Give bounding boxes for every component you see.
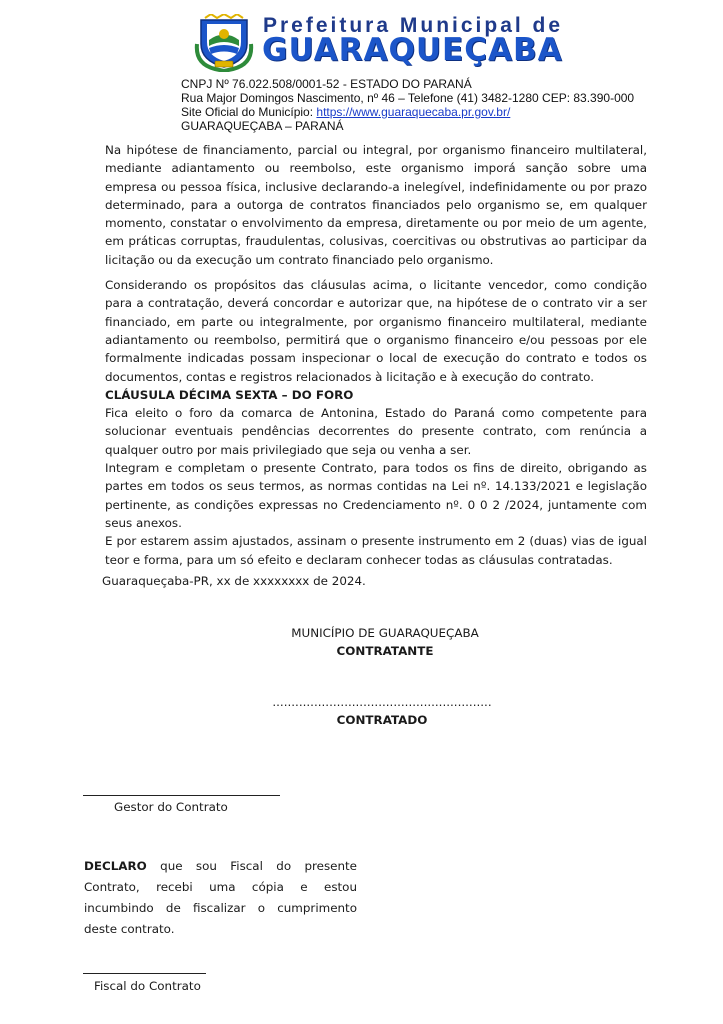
manager-label: Gestor do Contrato [114,800,228,814]
contratado-signature [272,693,492,729]
clause-title: CLÁUSULA DÉCIMA SEXTA – DO FORO [105,387,354,402]
contratado-signature-line: .......................................................... [272,695,492,709]
declaration-lead: DECLARO [84,859,147,873]
site-link[interactable]: https://www.guaraquecaba.pr.gov.br/ [316,105,511,119]
manager-signature-line [83,795,280,796]
city-name-title: GUARAQUEÇABA [262,32,563,68]
prefeitura-title: Prefeitura Municipal de [263,14,564,37]
cnpj-line: CNPJ Nº 76.022.508/0001-52 - ESTADO DO PARANÁ [181,77,472,91]
fiscal-declaration [84,856,357,940]
paragraph-financing: Na hipótese de financiamento, parcial ou integral, por organismo financeiro multilateral, mediante adiantamento ou reembolso, este organismo imporá sanção sobre uma empresa ou pessoa física, inclusive declarando-a inelegível, indefinidamente ou por prazo determinado, para a outorga de contratos financiados pelo organismo se, em qualquer momento, constatar o envolvimento da empresa, diretamente ou por meio de um agente, em práticas corruptas, fraudulentas, colusivas, coercitivas ou obstrutivas ao participar da licitação ou da execução um contrato financiado pelo organismo. [105,143,647,267]
place-and-date: Guaraqueçaba-PR, xx de xxxxxxxx de 2024. [102,574,366,588]
contratante-name: MUNICÍPIO DE GUARAQUEÇABA [291,626,479,640]
fiscal-signature-line [83,973,206,974]
city-crest-logo [193,14,255,72]
paragraph-forum: Fica eleito o foro da comarca de Antonina, Estado do Paraná como competente para solucionar eventuais pendências decorrentes do presente contrato, com renúncia a qualquer outro por mais privilegiado que seja ou venha a ser. [105,406,647,457]
letterhead-info [181,77,634,133]
site-label: Site Oficial do Município: [181,105,317,119]
city-state-line: GUARAQUEÇABA – PARANÁ [181,119,344,133]
contratante-signature [260,624,510,660]
contract-body [105,141,647,569]
contratante-label: CONTRATANTE [336,644,434,658]
paragraph-closing: E por estarem assim ajustados, assinam o presente instrumento em 2 (duas) vias de igual teor e forma, para um só efeito e declaram conhecer todas as cláusulas contratadas. [105,534,647,567]
declaration-text: que sou Fiscal do presente Contrato, recebi uma cópia e estou incumbindo de fiscalizar o cumprimento deste contrato. [84,859,357,936]
site-line [181,105,634,119]
paragraph-integration: Integram e completam o presente Contrato, para todos os fins de direito, obrigando as partes em todos os seus termos, as normas contidas na Lei nº. 14.133/2021 e legislação pertinente, as condições expressas no Credenciamento nº. 0 0 2 /2024, juntamente com seus anexos. [105,461,647,530]
paragraph-inspection: Considerando os propósitos das cláusulas acima, o licitante vencedor, como condição para a contratação, deverá concordar e autorizar que, na hipótese de o contrato vir a ser financiado, em parte ou integralmente, por organismo financeiro multilateral, mediante adiantamento ou reembolso, permitirá que o organismo financeiro e/ou pessoas por ele formalmente indicadas possam inspecionar o local de execução do contrato e todos os documentos, contas e registros relacionados à licitação e à execução do contrato. [105,278,647,384]
address-line: Rua Major Domingos Nascimento, nº 46 – Telefone (41) 3482-1280 CEP: 83.390-000 [181,91,635,105]
fiscal-label: Fiscal do Contrato [94,979,201,993]
letterhead [0,8,723,134]
contratado-label: CONTRATADO [336,713,428,727]
